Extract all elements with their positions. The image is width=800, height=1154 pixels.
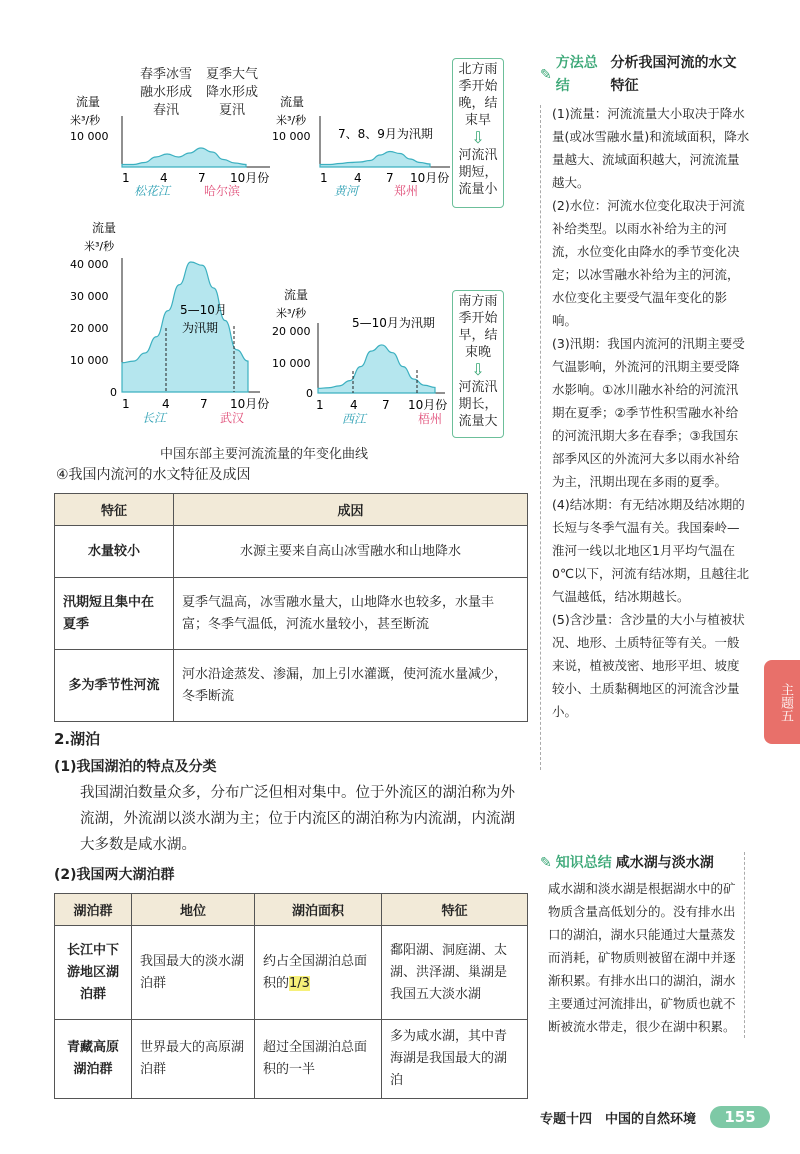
y-tick: 10 000 [272,130,311,143]
x-tick: 1 [320,171,328,185]
col-header: 特征 [55,494,174,526]
sub-heading: (1)我国湖泊的特点及分类 [54,759,217,775]
y-tick: 30 000 [70,290,109,303]
x-tick: 4 [162,397,170,411]
table-cell: 多为咸水湖，其中青海湖是我国最大的湖泊 [382,1020,528,1099]
list-item: (2)水位：河流水位变化取决于河流补给类型。以雨水补给为主的河流，水位变化由降水的季节变化决定；以冰雪融水补给为主的河流，水位变化主要受气温年变化的影响。 [552,198,745,328]
lakes-table [54,893,528,1099]
series-area [122,148,246,167]
y-label: 流量 [92,221,117,235]
arrow-down-icon: ⇩ [471,360,485,379]
figure-caption: 中国东部主要河流流量的年变化曲线 [160,447,369,462]
y-unit: 米³/秒 [276,114,307,127]
table-cell: 汛期短且集中在夏季 [55,578,174,650]
table-cell: 水量较小 [55,526,174,578]
river-name: 松花江 [134,184,171,198]
river-name: 黄河 [334,184,359,198]
list-item: (4)结冰期：有无结冰期及结冰期的长短与冬季气温有关。我国秦岭—淮河一线以北地区1月平均气温在0℃以下，河流有结冰期，且越往北气温越低，结冰期越长。 [552,497,749,604]
chart-yangtze [70,218,280,428]
chart-yellow [270,60,450,200]
list-item: (5)含沙量：含沙量的大小与植被状况、地形、土质特征等有关。一般来说，植被茂密、地形平坦、坡度较小、土质黏稠地区的河流含沙量小。 [552,612,745,719]
knowledge-summary: ✎ 知识总结 咸水湖与淡水湖 咸水湖和淡水湖是根据湖水中的矿物质含量高低划分的。没有排水出口的湖泊，湖水只能通过大量蒸发而消耗，矿物质则被留在湖中并逐渐积累。有排水出口的湖泊，湖水主要通过河流排出，矿物质也就不断被流水带走，很少在湖中积累。 [540,852,745,1038]
table-cell: 河水沿途蒸发、渗漏，加上引水灌溉，使河流水量减少，冬季断流 [174,650,528,722]
table-cell: 多为季节性河流 [55,650,174,722]
x-tick: 1 [122,397,130,411]
list-item: (1)流量：河流流量大小取决于降水量(或冰雪融水量)和流域面积，降水量越大、流域面积越大，河流流量越大。 [552,106,750,190]
note-south: 南方雨 季开始 早，结 束晚 ⇩ 河流汛 期长， 流量大 [452,290,504,438]
table-cell: 我国最大的淡水湖泊群 [132,926,255,1020]
annotation: 7、8、9月为汛期 [338,127,433,141]
x-tick: 10月份 [408,398,448,412]
footer-chapter: 专题十四 中国的自然环境 [540,1112,697,1127]
table-cell: 青藏高原湖泊群 [55,1020,132,1099]
table-cell: 长江中下游地区湖泊群 [55,926,132,1020]
table-cell: 世界最大的高原湖泊群 [132,1020,255,1099]
y-tick: 40 000 [70,258,109,271]
y-tick: 10 000 [70,130,109,143]
x-tick: 10月份 [230,397,270,411]
chart-xijiang [270,285,450,430]
table-cell: 约占全国湖泊总面积的1/3 [255,926,382,1020]
y-label: 流量 [284,288,309,302]
annotation-summer: 夏季大气 降水形成 夏汛 [206,67,259,118]
col-header: 特征 [382,894,528,926]
y-tick: 10 000 [70,354,109,367]
y-tick: 20 000 [70,322,109,335]
city-name: 哈尔滨 [204,184,241,198]
x-tick: 1 [316,398,324,412]
y-label: 流量 [76,95,101,109]
col-header: 湖泊面积 [255,894,382,926]
col-header: 成因 [174,494,528,526]
note-north: 北方雨 季开始 晚，结 束早 ⇩ 河流汛 期短， 流量小 [452,58,504,208]
city-name: 武汉 [220,411,245,425]
list-item: (3)汛期：我国内流河的汛期主要受气温影响，外流河的汛期主要受降水影响。①冰川融水补给的河流汛期在夏季；②季节性积雪融水补给的河流汛期大多在春季；③我国东部季风区的外流河大多以雨水补给为主，汛期出现在多雨的夏季。 [552,336,745,489]
y-unit: 米³/秒 [276,307,307,320]
y-label: 流量 [280,95,305,109]
sub-heading: (2)我国两大湖泊群 [54,867,175,883]
x-tick: 7 [200,397,208,411]
y-unit: 米³/秒 [70,114,101,127]
annotation: 为汛期 [182,321,219,335]
x-tick: 4 [354,171,362,185]
table-cell: 超过全国湖泊总面积的一半 [255,1020,382,1099]
table-cell: 水源主要来自高山冰雪融水和山地降水 [174,526,528,578]
x-tick: 4 [350,398,358,412]
col-header: 地位 [132,894,255,926]
table-cell: 鄱阳湖、洞庭湖、太湖、洪泽湖、巢湖是我国五大淡水湖 [382,926,528,1020]
x-tick: 4 [160,171,168,185]
city-name: 梧州 [418,412,443,426]
table-cell: 夏季气温高，冰雪融水量大，山地降水也较多，水量丰富；冬季气温低，河流水量较小，甚至断流 [174,578,528,650]
annotation: 5—10月 [180,303,227,317]
y-unit: 米³/秒 [84,240,115,253]
y-tick: 10 000 [272,357,311,370]
river-name: 长江 [142,411,167,425]
y-tick: 0 [110,386,117,399]
page-number: 155 [710,1106,770,1128]
chapter-tab[interactable]: 主题五 [764,660,800,744]
highlight: 1/3 [289,975,310,991]
y-tick: 0 [306,387,313,400]
x-tick: 1 [122,171,130,185]
note-icon: ✎ [540,855,552,871]
city-name: 郑州 [394,184,419,198]
series-area [320,152,430,168]
arrow-down-icon: ⇩ [471,128,485,147]
inland-heading: ④我国内流河的水文特征及成因 [56,467,251,483]
y-tick: 20 000 [272,325,311,338]
x-tick: 7 [382,398,390,412]
note-icon: ✎ [540,66,552,83]
river-name: 西江 [342,412,367,426]
section-heading: 2.湖泊 [54,730,101,748]
method-summary: ✎ 方法总结 分析我国河流的水文特征 (1)流量：河流流量大小取决于降水量(或冰雪融水量)和流域面积，降水量越大、流域面积越大，河流流量越大。 (2)水位：河流水位变化取决于河流补给类型。以雨水补给为主的河流，水位变化由降水的季节变化决定；以冰雪融水补给为主的河流，水位变化主要受气温年变化的影响。 (3)汛期：我国内流河的汛期主要受气温影响，外流河的汛期主要受降水影响。①冰川融水补给的河流汛期在夏季；②季节性积雪融水补给的河流汛期大多在春季；③我国东部季风区的外流河大多以雨水补给为主，汛期出现在多雨的夏季。 (4)结冰期：有无结冰期及结冰期的长短与冬季气温有关。我国秦岭—淮河一线以北地区1月平均气温在0℃以下，河流有结冰期，且越往北气温越低，结冰期越长。 (5)含沙量：含沙量的大小与植被状况、地形、土质特征等有关。一般来说，植被茂密、地形平坦、坡度较小、土质黏稠地区的河流含沙量小。 [540,52,750,723]
annotation: 5—10月为汛期 [352,316,435,330]
col-header: 湖泊群 [55,894,132,926]
x-tick: 10月份 [230,171,270,185]
inland-table [54,493,528,722]
x-tick: 7 [386,171,394,185]
annotation-spring: 春季冰雪 融水形成 春汛 [140,67,193,118]
lakes-paragraph: 我国湖泊数量众多，分布广泛但相对集中。位于外流区的湖泊称为外流湖，外流湖以淡水湖为主；位于内流区的湖泊称为内流湖，内流湖大多数是咸水湖。 [80,785,515,853]
x-tick: 7 [198,171,206,185]
x-tick: 10月份 [410,171,450,185]
